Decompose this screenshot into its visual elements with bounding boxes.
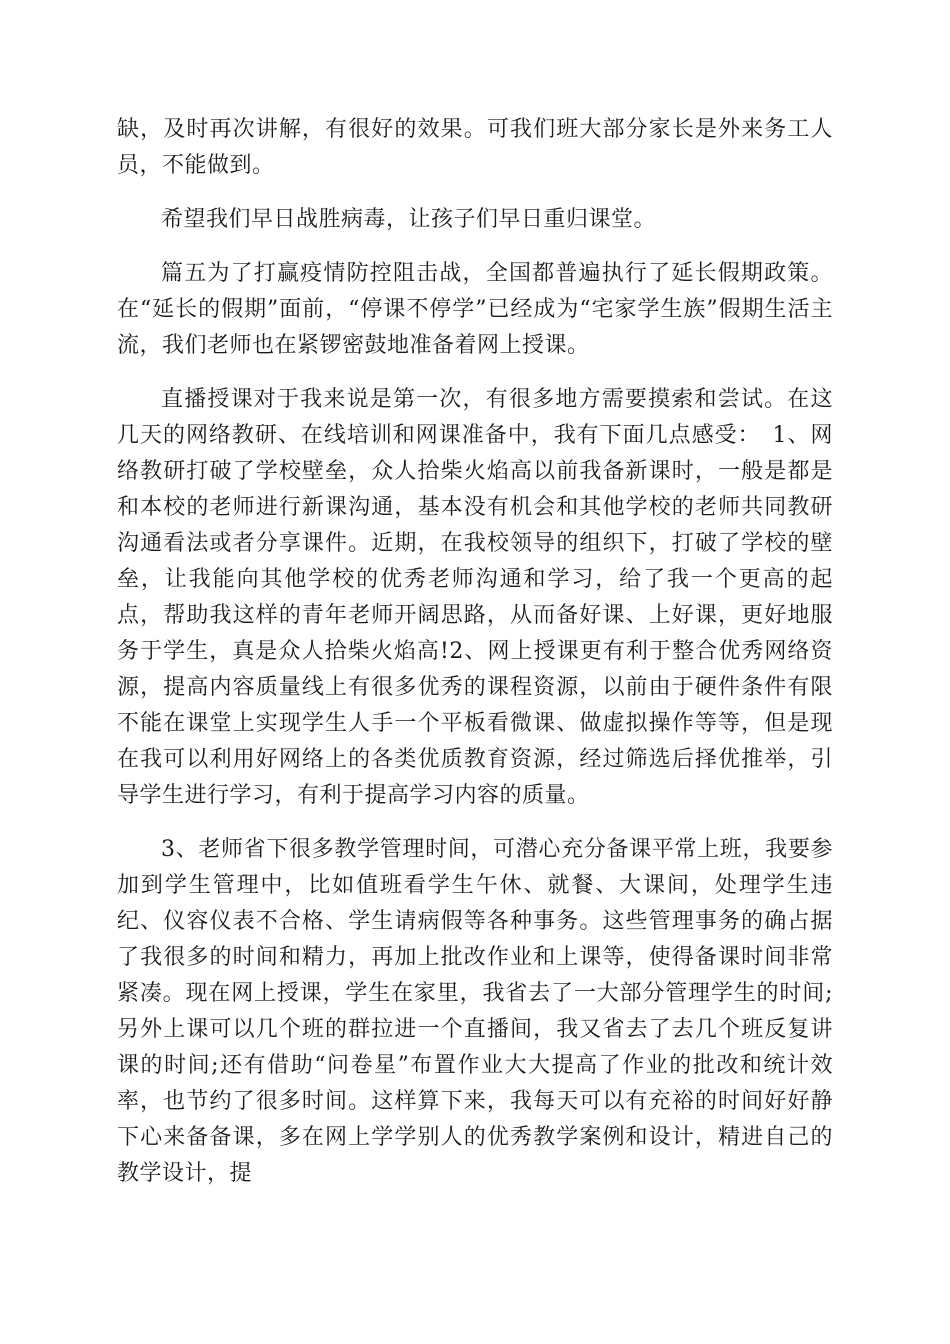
paragraph-hope: 希望我们早日战胜病毒，让孩子们早日重归课堂。 — [161, 207, 657, 232]
paragraph-continuation: 缺，及时再次讲解，有很好的效果。可我们班大部分家长是外来务工人员，不能做到。 — [117, 117, 833, 178]
paragraph-live-teaching: 直播授课对于我来说是第一次，有很多地方需要摸索和尝试。在这几天的网络教研、在线培训和网课准备中，我有下面几点感受： 1、网络教研打破了学校壁垒，众人拾柴火焰高以前我备新课时，一般是都是和本校的老师进行新课沟通，基本没有机会和其他学校的老师共同教研沟通看法或者分享课件。近期，在我校领导的组织下，打破了学校的壁垒，让我能向其他学校的优秀老师沟通和学习，给了我一个更高的起点，帮助我这样的青年老师开阔思路，从而备好课、上好课，更好地服务于学生，真是众人拾柴火焰高!2、网上授课更有利于整合优秀网络资源，提高内容质量线上有很多优秀的课程资源，以前由于硬件条件有限不能在课堂上实现学生人手一个平板看微课、做虚拟操作等等，但是现在我可以利用好网络上的各类优质教育资源，经过筛选后择优推举，引导学生进行学习，有利于提高学习内容的质量。 — [117, 387, 833, 808]
paragraph-chapter-five-intro: 篇五为了打赢疫情防控阻击战，全国都普遍执行了延长假期政策。在“延长的假期”面前，“停课不停学”已经成为“宅家学生族”假期生活主流，我们老师也在紧锣密鼓地准备着网上授课。 — [117, 261, 833, 358]
document-page — [117, 112, 833, 1210]
paragraph-time-saving: 3、老师省下很多教学管理时间，可潜心充分备课平常上班，我要参加到学生管理中，比如值班看学生午休、就餐、大课间，处理学生违纪、仪容仪表不合格、学生请病假等各种事务。这些管理事务的确占据了我很多的时间和精力，再加上批改作业和上课等，使得备课时间非常紧凑。现在网上授课，学生在家里，我省去了一大部分管理学生的时间;另外上课可以几个班的群拉进一个直播间，我又省去了去几个班反复讲课的时间;还有借助“问卷星”布置作业大大提高了作业的批改和统计效率，也节约了很多时间。这样算下来，我每天可以有充裕的时间好好静下心来备备课，多在网上学学别人的优秀教学案例和设计，精进自己的教学设计，提 — [117, 837, 833, 1186]
